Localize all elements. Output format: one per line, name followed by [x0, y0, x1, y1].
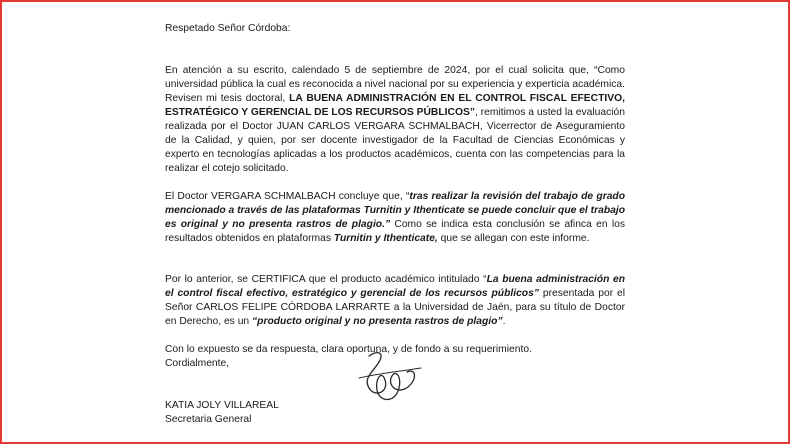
p3-text-a: Por lo anterior, se CERTIFICA que el producto académico intitulado “: [165, 274, 487, 285]
paragraph-closing-statement: Con lo expuesto se da respuesta, clara oportuna, y de fondo a su requerimiento.: [165, 344, 532, 355]
thesis-title: LA BUENA ADMINISTRACIÓN EN EL CONTROL FISCAL EFECTIVO, ESTRATÉGICO Y GERENCIAL DE LOS RECURSOS PÚBLICOS”: [165, 93, 625, 118]
signer-title: Secretaria General: [165, 414, 252, 425]
greeting: Respetado Señor Córdoba:: [165, 23, 291, 34]
p2-text-c: Como se indica esta conclusión se afinca en los resultados obtenidos en plataformas: [165, 219, 625, 244]
paragraph-request: [165, 64, 625, 176]
handwritten-signature: [355, 348, 425, 410]
product-title: La buena administración en el control fiscal efectivo, estratégico y gerencial de los recursos públicos”: [165, 274, 625, 299]
p2-text-e: que se allegan con este informe.: [437, 233, 590, 244]
conclusion-quote: tras realizar la revisión del trabajo de grado mencionado a través de las plataformas Turnitin y Ithenticate se puede concluir que el trabajo es original y no presenta rastros de plagio.”: [165, 191, 626, 230]
closing-salutation: Cordialmente,: [165, 358, 230, 369]
p2-text-a: El Doctor VERGARA SCHMALBACH concluye que, “: [165, 191, 410, 202]
p3-text-e: .: [502, 316, 506, 327]
originality-statement: “producto original y no presenta rastros de plagio”: [252, 316, 503, 327]
platforms-name: Turnitin y Ithenticate,: [333, 233, 438, 244]
signer-name: KATIA JOLY VILLAREAL: [165, 400, 279, 411]
paragraph-conclusion: [165, 190, 625, 246]
paragraph-certification: [165, 273, 625, 329]
p3-text-c: presentada por el Señor CARLOS FELIPE CÓRDOBA LARRARTE a la Universidad de Jaén, para su título de Doctor en Derecho, es un: [165, 288, 625, 327]
p1-text-a: En atención a su escrito, calendado 5 de septiembre de 2024, por el cual solicita que, “Como universidad pública la cual es reconocida a nivel nacional por su experiencia y experticia académica. Revisen mi tesis doctoral,: [165, 65, 625, 104]
p1-text-c: , remitimos a usted la evaluación realizada por el Doctor JUAN CARLOS VERGARA SCHMALBACH, Vicerrector de Aseguramiento de la Calidad, y quien, por ser docente investigador de la Facultad de Ciencias Económicas y experto en tecnologías aplicadas a los productos académicos, cuenta con las competencias para la realizar el cotejo solicitado.: [165, 107, 625, 174]
